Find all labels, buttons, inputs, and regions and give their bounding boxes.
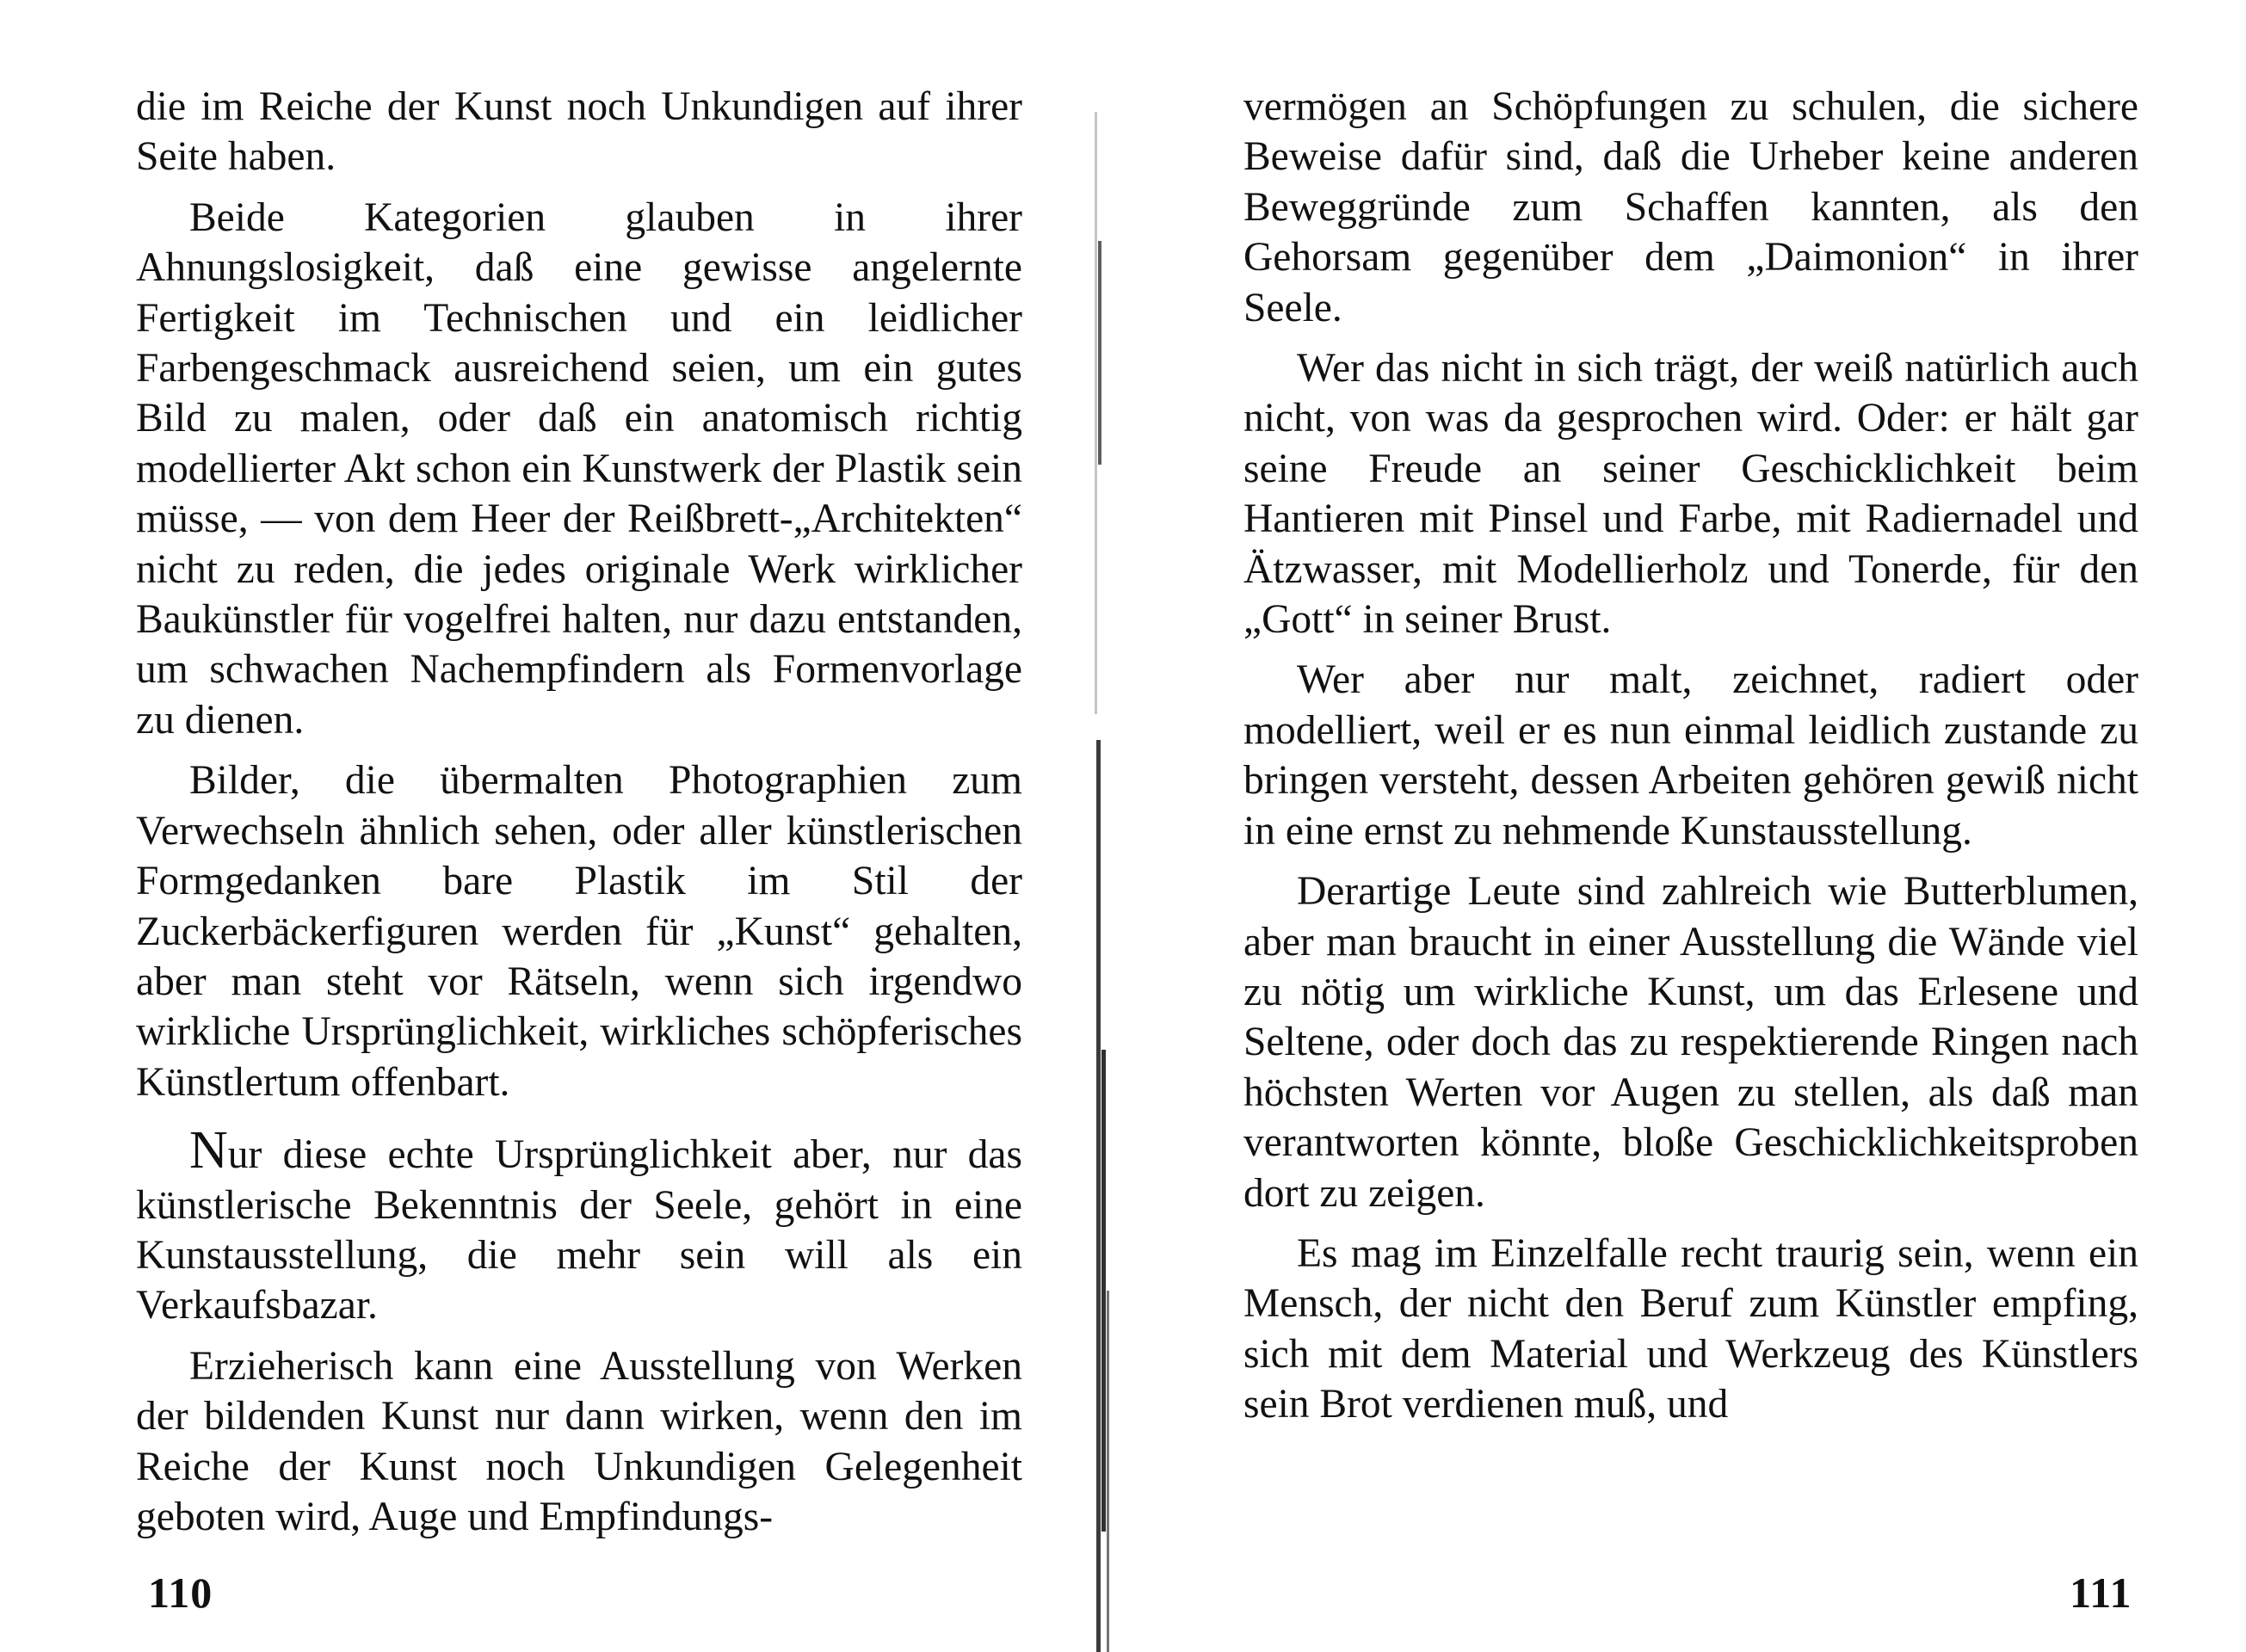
left-page-text xyxy=(136,82,1022,1552)
paragraph-text: ur diese echte Ursprünglichkeit aber, nur das künstlerische Bekenntnis der Seele, gehört in eine Kunstausstellung, die mehr sein will als ein Verkaufsbazar. xyxy=(136,1132,1022,1328)
page-number-right: 111 xyxy=(2070,1569,2132,1617)
page-number-left: 110 xyxy=(148,1569,213,1617)
paragraph: Wer das nicht in sich trägt, der weiß natürlich auch nicht, von was da gesprochen wird. Oder: er hält gar seine Freude an seiner Geschicklichkeit beim Hantieren mit Pinsel und Farbe, mit Radiernadel und Ätzwasser, mit Modellierholz und Tonerde, für den „Gott“ in seiner Brust. xyxy=(1243,346,2138,643)
gutter-shadow xyxy=(1095,112,1097,714)
gutter-shadow xyxy=(1098,241,1101,465)
gutter-shadow xyxy=(1096,740,1101,1652)
dropcap-letter: N xyxy=(189,1121,228,1180)
paragraph: Derartige Leute sind zahlreich wie Butterblumen, aber man braucht in einer Ausstellung die Wände viel zu nötig um wirkliche Kunst, um das Erlesene und Seltene, oder doch das zu respektierende Ringen nach höchsten Werten vor Augen zu stellen, als daß man verantworten könnte, bloße Geschicklichkeitsproben dort zu zeigen. xyxy=(1243,869,2138,1216)
paragraph: Es mag im Einzelfalle recht traurig sein, wenn ein Mensch, der nicht den Beruf zum Künstler empfing, sich mit dem Material und Werkzeug des Künstlers sein Brot verdienen muß, und xyxy=(1243,1230,2138,1427)
paragraph: vermögen an Schöpfungen zu schulen, die sichere Beweise dafür sind, daß die Urheber keine anderen Beweggründe zum Schaffen kannten, als den Gehorsam gegenüber dem „Daimonion“ in ihrer Seele. xyxy=(1243,84,2138,330)
paragraph: Beide Kategorien glauben in ihrer Ahnungslosigkeit, daß eine gewisse angelernte Fertigkeit im Technischen und ein leidlicher Farbengeschmack ausreichend seien, um ein gutes Bild zu malen, oder daß ein anatomisch richtig modellierter Akt schon ein Kunstwerk der Plastik sein müsse, — von dem Heer der Reißbrett-„Architekten“ nicht zu reden, die jedes originale Werk wirklicher Baukünstler für vogelfrei halten, nur dazu entstanden, um schwachen Nachempfindern als Formenvorlage zu dienen. xyxy=(136,194,1022,743)
right-page xyxy=(1119,0,2246,1652)
right-page-text xyxy=(1243,82,2138,1440)
paragraph: Wer aber nur malt, zeichnet, radiert oder modelliert, weil er es nun einmal leidlich zustande zu bringen versteht, dessen Arbeiten gehören gewiß nicht in eine ernst zu nehmende Kunstausstellung. xyxy=(1243,657,2138,854)
paragraph-with-dropcap xyxy=(136,1121,1022,1331)
gutter-shadow xyxy=(1101,1050,1106,1532)
left-page xyxy=(0,0,1084,1652)
paragraph: die im Reiche der Kunst noch Unkundigen auf ihrer Seite haben. xyxy=(136,84,1022,180)
paragraph: Bilder, die übermalten Photographien zum Verwechseln ähnlich sehen, oder aller künstlerischen Formgedanken bare Plastik im Stil der Zuckerbäckerfiguren werden für „Kunst“ gehalten, aber man steht vor Rätseln, wenn sich irgendwo wirkliche Ursprünglichkeit, wirkliches schöpferisches Künstlertum offenbart. xyxy=(136,758,1022,1105)
gutter-shadow xyxy=(1107,1291,1109,1652)
paragraph: Erzieherisch kann eine Ausstellung von Werken der bildenden Kunst nur dann wirken, wenn den im Reiche der Kunst noch Unkundigen Gelegenheit geboten wird, Auge und Empfindungs- xyxy=(136,1343,1022,1539)
